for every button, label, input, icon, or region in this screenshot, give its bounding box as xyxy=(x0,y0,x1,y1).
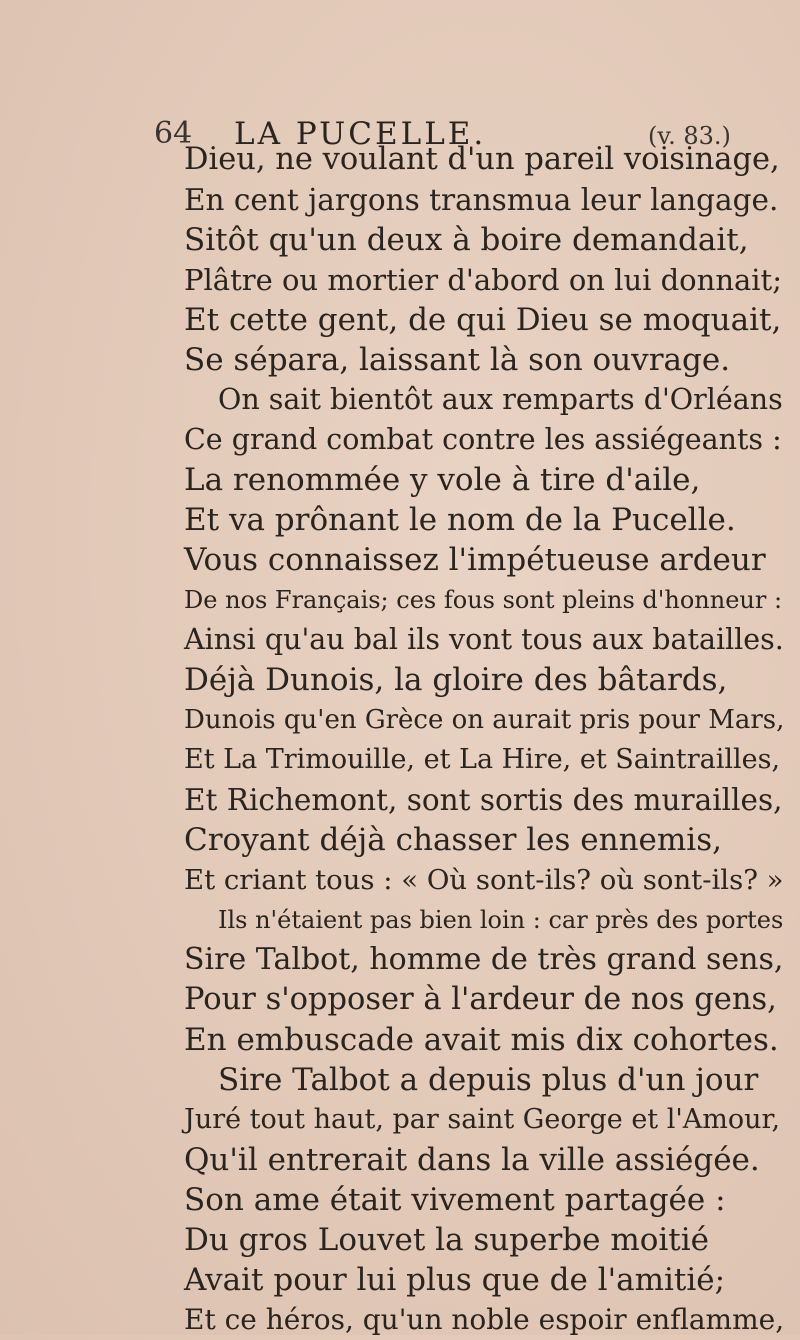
page-number: 64 xyxy=(154,116,193,151)
verse-line: Sitôt qu'un deux à boire demandait, xyxy=(184,222,749,258)
verse-line: Se sépara, laissant là son ouvrage. xyxy=(184,342,731,378)
verse-line: Ce grand combat contre les assiégeants : xyxy=(184,423,782,456)
verse-line: Pour s'opposer à l'ardeur de nos gens, xyxy=(184,982,777,1017)
verse-line: Dunois qu'en Grèce on aurait pris pour Mars, xyxy=(184,705,785,735)
verse-line: Plâtre ou mortier d'abord on lui donnait; xyxy=(184,263,782,297)
verse-line: Et criant tous : « Où sont-ils? où sont-ils? » xyxy=(184,864,784,896)
verse-line: Croyant déjà chasser les ennemis, xyxy=(184,822,722,858)
verse-line: Et va prônant le nom de la Pucelle. xyxy=(184,502,736,538)
verse-line: Et La Trimouille, et La Hire, et Saintrailles, xyxy=(184,744,781,775)
verse-line: Et Richemont, sont sortis des murailles, xyxy=(184,783,783,817)
verse-line: La renommée y vole à tire d'aile, xyxy=(184,462,701,498)
verse-line: Sire Talbot, homme de très grand sens, xyxy=(184,942,784,977)
verse-line: En embuscade avait mis dix cohortes. xyxy=(184,1022,779,1058)
verse-line: Et ce héros, qu'un noble espoir enflamme, xyxy=(184,1303,785,1336)
verse-line: Déjà Dunois, la gloire des bâtards, xyxy=(184,662,728,698)
verse-line: Son ame était vivement partagée : xyxy=(184,1182,726,1218)
verse-line: Vous connaissez l'impétueuse ardeur xyxy=(184,542,766,578)
verse-line: Qu'il entrerait dans la ville assiégée. xyxy=(184,1142,760,1178)
verse-line: Sire Talbot a depuis plus d'un jour xyxy=(218,1062,759,1098)
verse-line: Dieu, ne voulant d'un pareil voisinage, xyxy=(184,142,780,177)
verse-line: Avait pour lui plus que de l'amitié; xyxy=(184,1262,726,1298)
verse-line: Et cette gent, de qui Dieu se moquait, xyxy=(184,302,782,338)
verse-line: Juré tout haut, par saint George et l'Amour, xyxy=(184,1104,781,1135)
verse-line: Ainsi qu'au bal ils vont tous aux batailles. xyxy=(184,623,784,656)
running-title: LA PUCELLE. xyxy=(234,116,487,152)
verse-line: Du gros Louvet la superbe moitié xyxy=(184,1222,710,1258)
verse-line: De nos Français; ces fous sont pleins d'honneur : xyxy=(184,586,783,614)
verse-reference: (v. 83.) xyxy=(648,122,731,150)
verse-line: Ils n'étaient pas bien loin : car près des portes xyxy=(218,906,784,934)
verse-line: On sait bientôt aux remparts d'Orléans xyxy=(218,383,783,416)
verse-line: En cent jargons transmua leur langage. xyxy=(184,183,779,217)
